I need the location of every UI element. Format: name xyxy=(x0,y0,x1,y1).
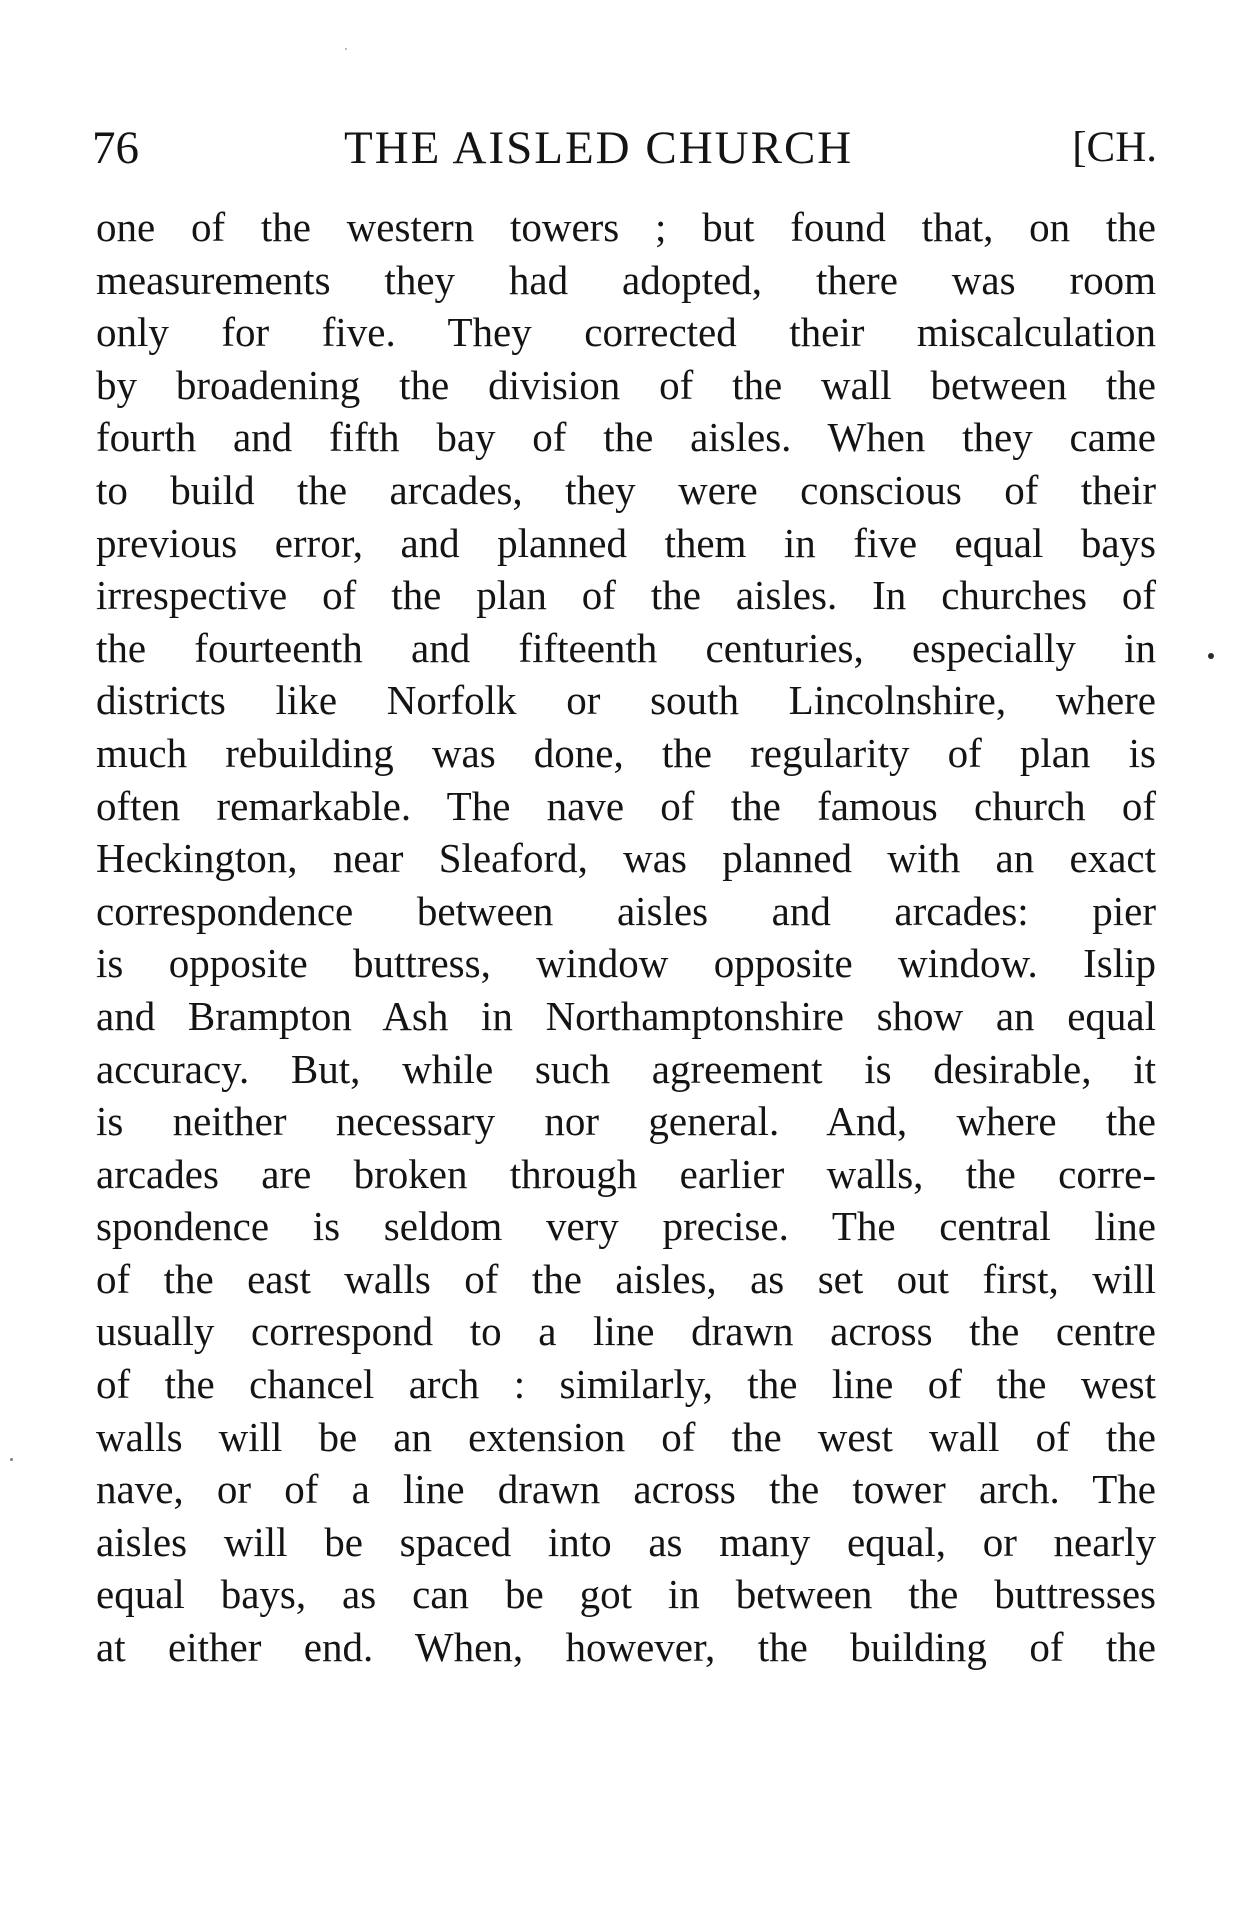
text-line: one of the western towers ; but found that, on the xyxy=(96,204,1156,250)
page-number: 76 xyxy=(92,122,139,174)
running-title: THE AISLED CHURCH xyxy=(344,122,854,174)
text-line: correspondence between aisles and arcades: pier xyxy=(96,887,1156,934)
chapter-mark: [CH. xyxy=(1072,124,1157,171)
text-line: fourth and fifth bay of the aisles. When they came xyxy=(96,414,1156,461)
text-line: districts like Norfolk or south Lincolnshire, where xyxy=(96,677,1156,724)
text-line: spondence is seldom very precise. The central line xyxy=(96,1203,1156,1250)
running-head xyxy=(92,118,1157,178)
text-line: only for five. They corrected their miscalculation xyxy=(96,309,1156,356)
text-line: at either end. When, however, the building of the xyxy=(96,1624,1156,1671)
ink-speck xyxy=(10,1458,13,1461)
text-line: arcades are broken through earlier walls, the corre- xyxy=(96,1150,1156,1197)
text-line: of the east walls of the aisles, as set out first, will xyxy=(96,1255,1156,1302)
text-line: the fourteenth and fifteenth centuries, especially in xyxy=(96,624,1156,671)
body-text xyxy=(96,201,1156,1674)
text-line: nave, or of a line drawn across the tower arch. The xyxy=(96,1466,1156,1513)
text-line: Heckington, near Sleaford, was planned with an exact xyxy=(96,835,1156,882)
text-line: aisles will be spaced into as many equal, or nearly xyxy=(96,1518,1156,1565)
text-line: is opposite buttress, window opposite window. Islip xyxy=(96,940,1156,987)
text-line: irrespective of the plan of the aisles. In churches of xyxy=(96,572,1156,619)
text-line: previous error, and planned them in five equal bays xyxy=(96,519,1156,566)
text-line: of the chancel arch : similarly, the line of the west xyxy=(96,1361,1156,1408)
text-line: to build the arcades, they were conscious of their xyxy=(96,466,1156,513)
text-line: is neither necessary nor general. And, where the xyxy=(96,1098,1156,1145)
text-line: accuracy. But, while such agreement is desirable, it xyxy=(96,1045,1156,1092)
text-line: walls will be an extension of the west wall of the xyxy=(96,1413,1156,1460)
text-line: equal bays, as can be got in between the buttresses xyxy=(96,1571,1156,1618)
text-line: and Brampton Ash in Northamptonshire show an equal xyxy=(96,992,1156,1039)
text-line: much rebuilding was done, the regularity of plan is xyxy=(96,729,1156,776)
text-line: measurements they had adopted, there was room xyxy=(96,256,1156,303)
text-line: often remarkable. The nave of the famous church of xyxy=(96,782,1156,829)
text-line: by broadening the division of the wall between the xyxy=(96,361,1156,408)
ink-speck xyxy=(1208,653,1214,659)
text-line: usually correspond to a line drawn across the centre xyxy=(96,1308,1156,1355)
ink-speck xyxy=(345,48,347,50)
